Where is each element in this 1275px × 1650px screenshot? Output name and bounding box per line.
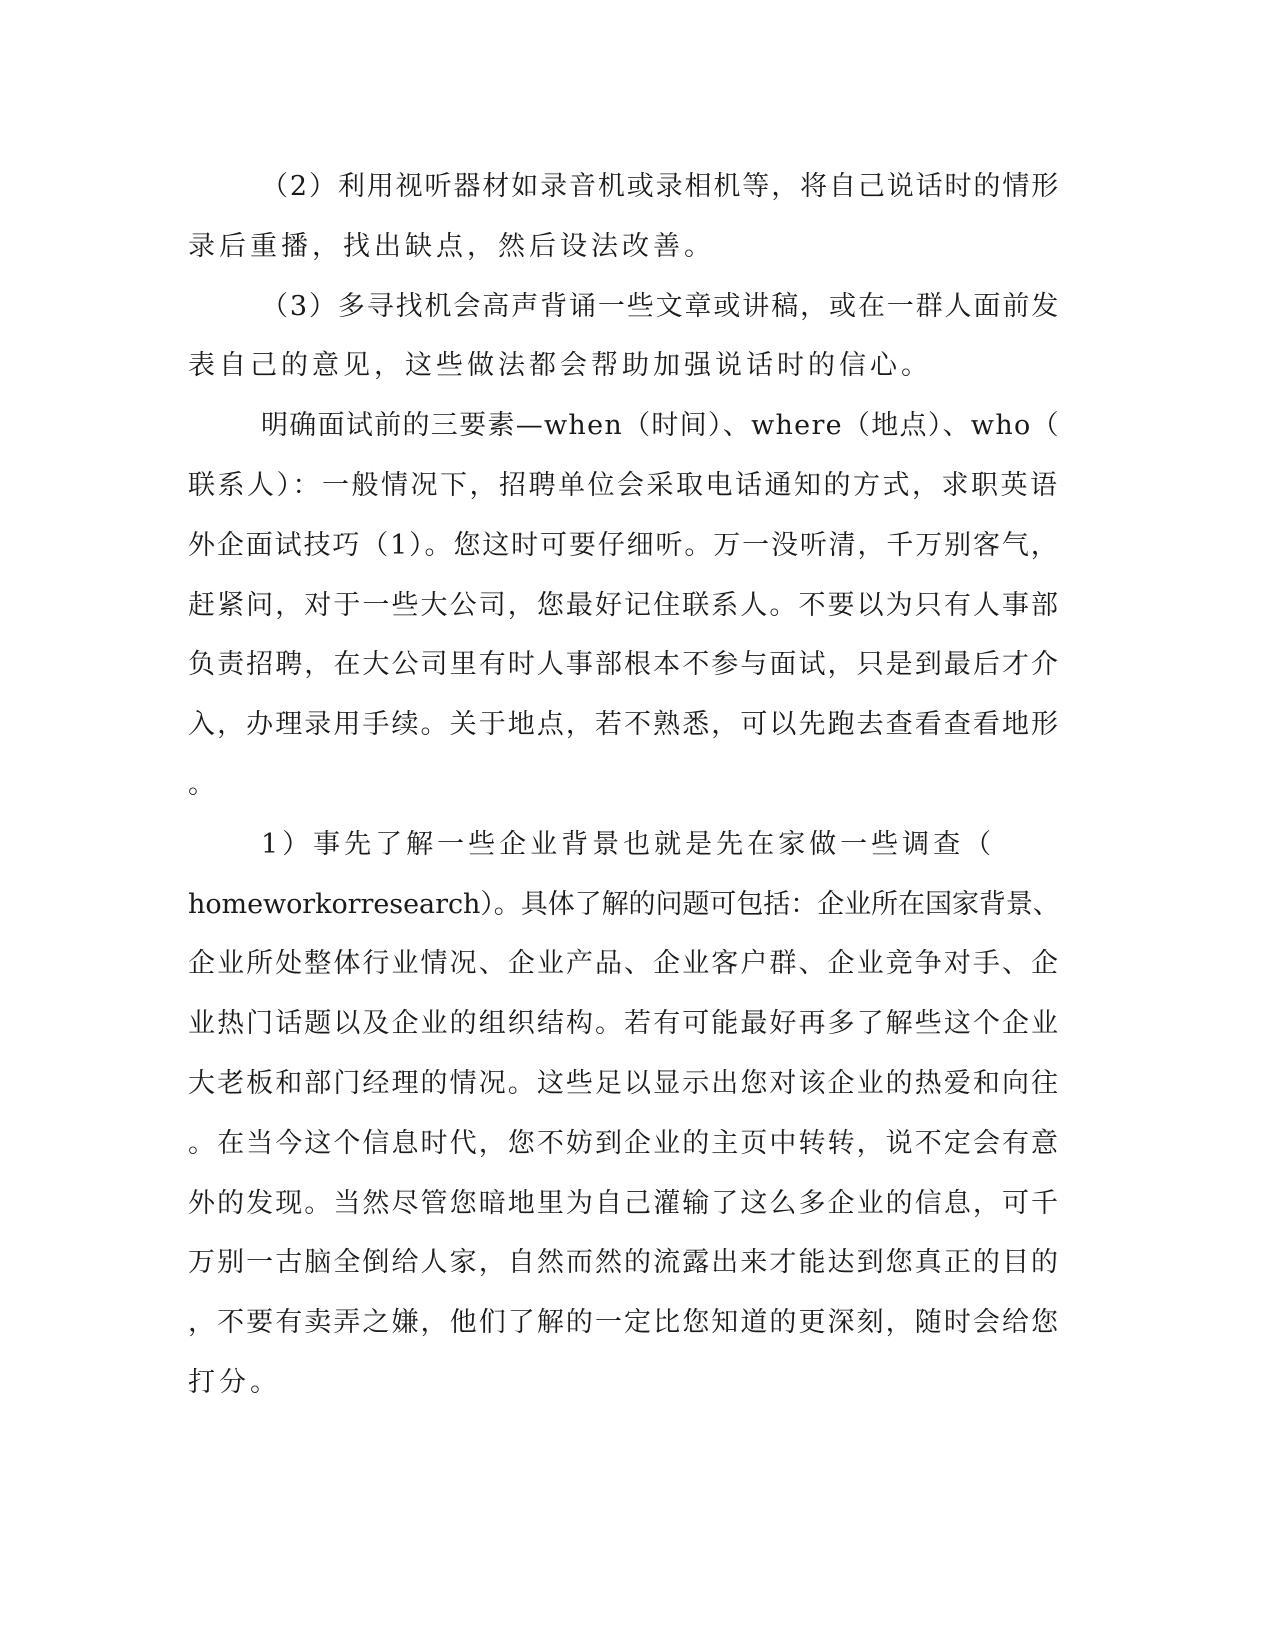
text-line: 。在当今这个信息时代，您不妨到企业的主页中转转，说不定会有意 [188,1127,1061,1159]
text-line: 万别一古脑全倒给人家，自然而然的流露出来才能达到您真正的目的 [188,1247,1061,1279]
document-body [188,157,1060,1413]
text-line: 企业所处整体行业情况、企业产品、企业客户群、企业竞争对手、企 [188,948,1061,980]
text-line: 业热门话题以及企业的组织结构。若有可能最好再多了解些这个企业 [188,1008,1061,1040]
text-line: ，不要有卖弄之嫌，他们了解的一定比您知道的更深刻，随时会给您 [188,1307,1061,1339]
text-line: 1）事先了解一些企业背景也就是先在家做一些调查（ [261,828,996,860]
text-line: 负责招聘，在大公司里有时人事部根本不参与面试，只是到最后才介 [188,649,1061,681]
text-line: 表自己的意见，这些做法都会帮助加强说话时的信心。 [188,350,932,382]
text-line: （2）利用视听器材如录音机或录相机等，将自己说话时的情形 [261,171,1061,202]
text-line: 入，办理录用手续。关于地点，若不熟悉，可以先跑去查看查看地形 [188,709,1061,741]
text-line: 赶紧问，对于一些大公司，您最好记住联系人。不要以为只有人事部 [188,589,1061,621]
text-line: 。 [188,768,219,800]
text-line: （3）多寻找机会高声背诵一些文章或讲稿，或在一群人面前发 [261,290,1061,322]
text-line: 外的发现。当然尽管您暗地里为自己灌输了这么多企业的信息，可千 [188,1187,1061,1219]
text-line: 联系人）：一般情况下，招聘单位会采取电话通知的方式，求职英语 [188,469,1060,501]
text-line: homeworkorresearch）。具体了解的问题可包括：企业所在国家背景、 [188,888,1060,920]
text-line: 打分。 [188,1366,281,1398]
text-line: 外企面试技巧（1）。您这时可要仔细听。万一没听清，千万别客气， [188,529,1060,561]
text-line: 明确面试前的三要素—when（时间）、where（地点）、who（ [261,410,1060,442]
text-line: 大老板和部门经理的情况。这些足以显示出您对该企业的热爱和向往 [188,1067,1061,1099]
text-line: 录后重播，找出缺点，然后设法改善。 [188,230,715,262]
